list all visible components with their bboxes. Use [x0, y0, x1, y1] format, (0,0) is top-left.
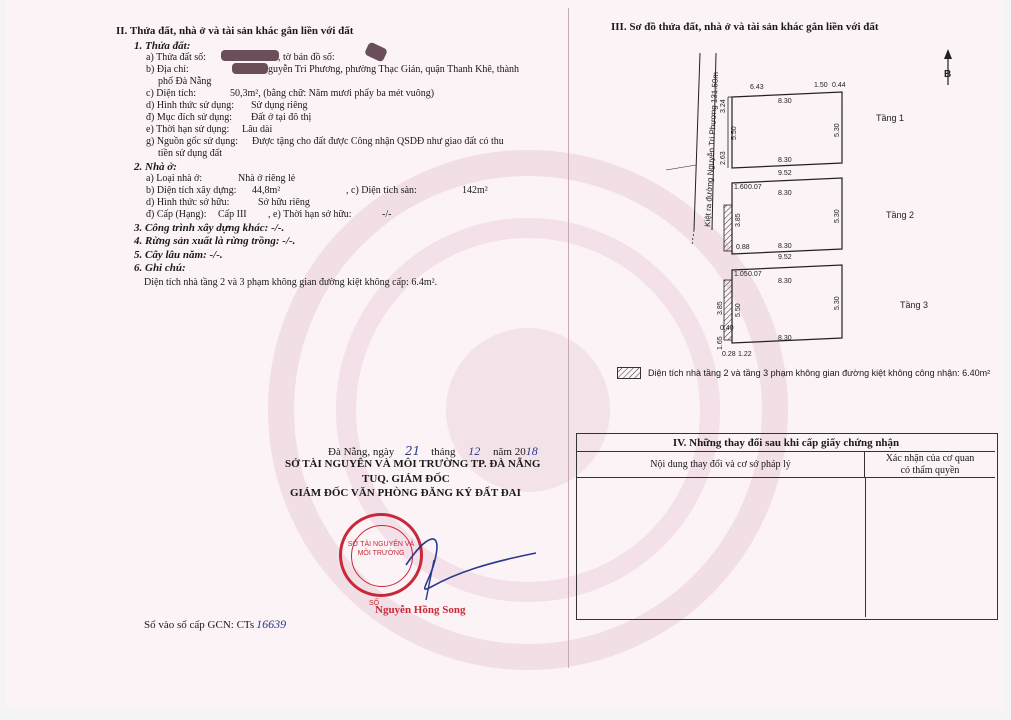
house-b-value: 44,8m² [252, 185, 281, 196]
north-arrow-icon [944, 49, 952, 85]
land-c-label: c) Diện tích: [146, 88, 196, 99]
land-b-label: b) Địa chỉ: [146, 64, 189, 75]
item-5: 5. Cây lâu năm: -/-. [134, 249, 223, 261]
road-label: Kiệt ra đường Nguyễn Tri Phương 131.50m [703, 71, 721, 228]
house-dd-label: đ) Cấp (Hạng): [146, 209, 207, 220]
house-d-value: Sở hữu riêng [258, 197, 310, 208]
dim-label: 0.07 [748, 271, 762, 278]
dim-label: 9.52 [778, 170, 792, 177]
stamp-bottom-text: SỐ [369, 600, 380, 607]
land-b-cont: phố Đà Nẵng [158, 76, 212, 87]
house-e-label: , e) Thời hạn sở hữu: [268, 209, 352, 220]
section-2-heading: II. Thửa đất, nhà ở và tài sản khác gắn liền với đất [116, 25, 354, 37]
house-heading: 2. Nhà ở: [134, 161, 177, 173]
legend-text: Diện tích nhà tầng 2 và tầng 3 phạm không gian đường kiệt không công nhận: 6.40m² [648, 368, 991, 378]
hatch-legend-icon [617, 367, 641, 379]
stamp-center-text: SỞ TÀI NGUYÊN VÀ MÔI TRƯỜNG [347, 541, 415, 557]
sign-year: 18 [525, 444, 538, 458]
dim-label: 0.88 [736, 244, 750, 251]
redaction-mark [364, 41, 388, 62]
land-a-label: a) Thửa đất số: [146, 52, 206, 63]
dim-label: 3.24 [720, 99, 727, 113]
item-6-heading: 6. Ghi chú: [134, 262, 186, 274]
house-dd-value: Cấp III [218, 209, 247, 220]
col-header-confirmation-line2: có thẩm quyền [900, 465, 960, 476]
land-e-value: Lâu dài [242, 124, 273, 135]
north-label: B [944, 69, 952, 80]
land-dd-value: Đất ở tại đô thị [251, 112, 312, 123]
house-c-label: , c) Diện tích sàn: [346, 185, 417, 196]
land-c-value: 50,3m², (bằng chữ: Năm mươi phẩy ba mét vuông) [230, 88, 435, 99]
registry-number: 16639 [256, 617, 287, 631]
sign-day: 21 [405, 444, 421, 458]
house-a-label: a) Loại nhà ở: [146, 173, 203, 184]
land-g-value: Được tặng cho đất được Công nhận QSDĐ như giao đất có thu [252, 136, 504, 147]
land-d-value: Sử dụng riêng [251, 100, 308, 111]
dim-label: 0.07 [748, 184, 762, 191]
registry-label: Số vào sổ cấp GCN: CTs [144, 619, 255, 631]
item-3: 3. Công trình xây dựng khác: -/-. [134, 222, 285, 234]
land-g-cont: tiền sử dụng đất [158, 148, 223, 159]
registry-line [144, 617, 286, 632]
place-date-label: Đà Nẵng, ngày [328, 446, 395, 458]
dim-label: 1.60 [734, 184, 748, 191]
dim-label: 5.30 [834, 296, 841, 310]
floor-2-label: Tầng 2 [886, 210, 915, 220]
land-dd-label: đ) Mục đích sử dụng: [146, 112, 232, 123]
changes-table [576, 433, 998, 620]
house-d-label: d) Hình thức sở hữu: [146, 197, 230, 208]
agency-name: SỞ TÀI NGUYÊN VÀ MÔI TRƯỜNG TP. ĐÀ NẴNG [285, 458, 541, 470]
dim-label: 0.44 [832, 82, 846, 89]
land-a-value: , tờ bản đồ số: [278, 52, 335, 63]
dim-label: 1.22 [738, 351, 752, 358]
redaction-mark [221, 50, 279, 61]
land-d-label: d) Hình thức sử dụng: [146, 100, 235, 111]
alley-road [692, 53, 720, 245]
dim-label: 8.30 [778, 157, 792, 164]
col-header-confirmation-line1: Xác nhận của cơ quan [885, 453, 975, 464]
land-heading: 1. Thửa đất: [134, 40, 191, 52]
dim-label: 0.40 [720, 325, 734, 332]
dim-label: 8.30 [778, 98, 792, 105]
dim-label: 1.50 [814, 82, 828, 89]
dim-label: 3.85 [717, 301, 724, 315]
dim-label: 1.05 [734, 271, 748, 278]
land-b-value: guyễn Tri Phương, phường Thạc Gián, quận Thanh Khê, thành [268, 64, 520, 75]
floor-1-label: Tầng 1 [876, 113, 905, 123]
signer-name: Nguyễn Hồng Song [375, 604, 466, 616]
col-header-confirmation [865, 452, 995, 478]
dim-label: 8.30 [778, 190, 792, 197]
dim-label: 5.50 [735, 303, 742, 317]
dim-label: 1.65 [717, 336, 724, 350]
house-e-value: -/- [382, 209, 392, 220]
item-6-note: Diện tích nhà tầng 2 và 3 phạm không gian đường kiệt không cấp: 6.4m². [144, 277, 438, 288]
section-3-heading: III. Sơ đồ thửa đất, nhà ở và tài sản khác gắn liền với đất [611, 21, 879, 33]
floor-3-label: Tầng 3 [900, 300, 929, 310]
month-label: tháng [431, 446, 456, 458]
col-header-changes: Nội dung thay đổi và cơ sở pháp lý [577, 452, 865, 478]
redaction-mark [232, 63, 268, 74]
dim-label: 5.50 [731, 126, 738, 140]
column-divider [865, 478, 866, 617]
year-label: năm 20 [493, 446, 526, 458]
office-title: GIÁM ĐỐC VĂN PHÒNG ĐĂNG KÝ ĐẤT ĐAI [290, 487, 521, 499]
dim-label: 9.52 [778, 254, 792, 261]
dim-label: 5.30 [834, 209, 841, 223]
item-4: 4. Rừng sản xuất là rừng trồng: -/-. [134, 235, 296, 247]
signature-mark [386, 525, 556, 605]
certificate-page [6, 0, 1004, 708]
house-c-value: 142m² [462, 185, 488, 196]
dim-label: 2.63 [720, 151, 727, 165]
sign-month: 12 [468, 444, 481, 458]
land-e-label: e) Thời hạn sử dụng: [146, 124, 230, 135]
sign-place-date [328, 444, 538, 459]
dim-label: 3.85 [735, 213, 742, 227]
house-b-label: b) Diện tích xây dựng: [146, 185, 237, 196]
land-g-label: g) Nguồn gốc sử dụng: [146, 136, 239, 147]
dim-label: 8.30 [778, 243, 792, 250]
page-fold-line [568, 8, 569, 668]
dim-label: 8.30 [778, 278, 792, 285]
dim-label: 8.30 [778, 335, 792, 342]
dim-label: 6.43 [750, 84, 764, 91]
dim-label: 0.28 [722, 351, 736, 358]
on-behalf-line: TUQ. GIÁM ĐỐC [362, 473, 450, 485]
section-4-heading: IV. Những thay đổi sau khi cấp giấy chứng nhận [577, 434, 995, 452]
dim-label: 5.30 [834, 123, 841, 137]
house-a-value: Nhà ở riêng lẻ [238, 173, 296, 184]
